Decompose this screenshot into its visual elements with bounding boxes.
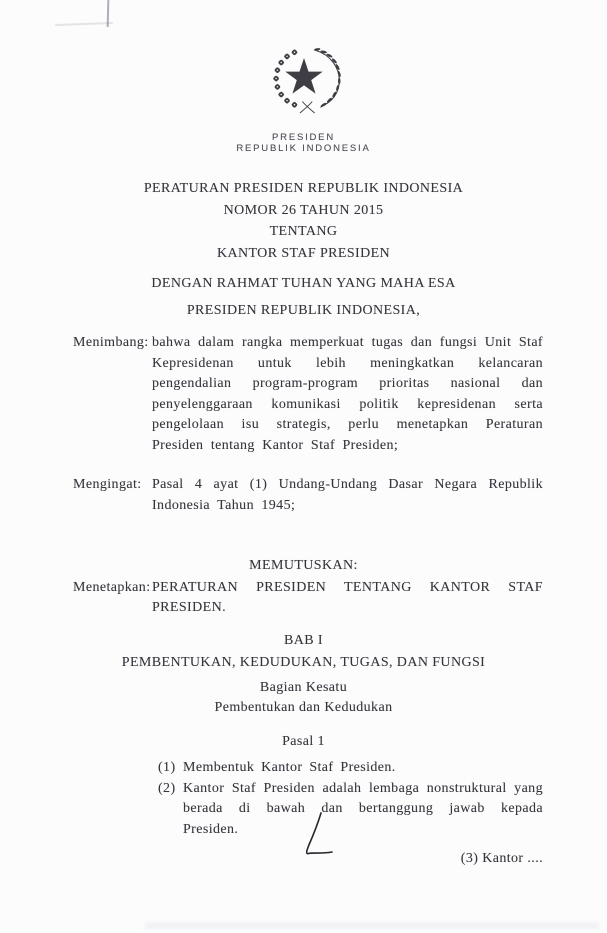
catchword: (3) Kantor .... — [460, 851, 543, 866]
title-line-tentang: TENTANG — [269, 224, 338, 239]
document-title — [0, 178, 607, 264]
title-line-1: PERATURAN PRESIDEN REPUBLIK INDONESIA — [143, 181, 464, 196]
presidential-emblem-icon — [263, 40, 345, 122]
decision-clause — [0, 578, 607, 619]
decision-text: PERATURAN PRESIDEN TENTANG KANTOR STAF PRESIDEN. — [152, 579, 543, 615]
considering-clause — [0, 333, 607, 456]
recalling-text: Pasal 4 ayat (1) Undang-Undang Dasar Negara Republik Indonesia Tahun 1945; — [152, 477, 543, 513]
pen-smudge-artifact — [55, 22, 113, 26]
section-name: Bagian Kesatu — [259, 679, 348, 695]
chapter-number: BAB I — [284, 632, 323, 648]
letterhead-line-presiden: PRESIDEN — [272, 132, 335, 143]
section-title: Pembentukan dan Kedudukan — [214, 700, 393, 715]
article-item-number: (1) — [158, 760, 176, 775]
recalling-clause — [0, 475, 607, 516]
decision-heading: MEMUTUSKAN: — [249, 558, 358, 573]
recalling-label: Mengingat: — [73, 477, 142, 492]
letterhead — [0, 132, 607, 154]
title-line-subject: KANTOR STAF PRESIDEN — [216, 245, 391, 261]
article-item-number: (2) — [158, 780, 176, 796]
considering-label: Menimbang: — [73, 335, 149, 350]
invocation-line: DENGAN RAHMAT TUHAN YANG MAHA ESA — [151, 276, 456, 291]
article-item — [158, 758, 543, 779]
handwritten-initial-mark — [299, 810, 339, 860]
scan-smudge-artifact — [145, 922, 599, 929]
authority-line: PRESIDEN REPUBLIK INDONESIA, — [186, 302, 421, 318]
chapter-title: PEMBENTUKAN, KEDUDUKAN, TUGAS, DAN FUNGSI — [121, 654, 486, 670]
article-item — [158, 779, 543, 841]
considering-text: bahwa dalam rangka memperkuat tugas dan fungsi Unit Staf Kepresidenan untuk lebih meningkatkan kelancaran pengendalian program-program prioritas nasional dan penyelenggaraan komunikasi politik kepresidenan serta pengelolaan isu strategis, perlu menetapkan Peraturan Presiden tentang Kantor Staf Presiden; — [152, 335, 543, 453]
article-item-text: Kantor Staf Presiden adalah lembaga nonstruktural yang berada di bawah dan bertanggung jawab kepada Presiden. — [183, 780, 543, 837]
title-line-number: NOMOR 26 TAHUN 2015 — [223, 202, 384, 218]
letterhead-line-republik-indonesia: REPUBLIK INDONESIA — [236, 143, 371, 154]
article-heading: Pasal 1 — [282, 733, 325, 749]
decision-label: Menetapkan: — [73, 579, 151, 595]
article-item-text: Membentuk Kantor Staf Presiden. — [183, 760, 396, 775]
